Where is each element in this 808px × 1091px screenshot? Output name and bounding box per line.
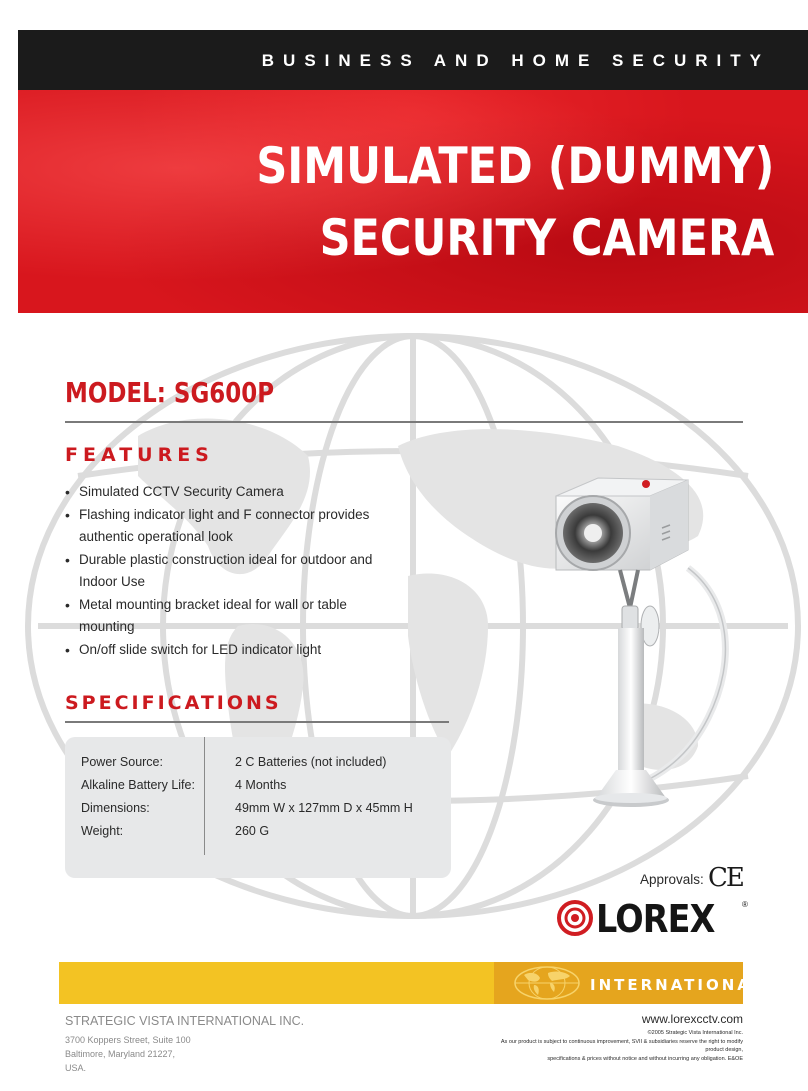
spec-value: 260 G	[235, 823, 270, 838]
legal-notice	[483, 1029, 743, 1063]
spec-label: Dimensions:	[81, 800, 150, 815]
feature-item: • Flashing indicator light and F connector provides authentic operational look	[65, 504, 405, 548]
spec-row	[81, 773, 413, 796]
spec-row	[81, 819, 413, 842]
globe-icon	[512, 965, 582, 1001]
page-title	[256, 130, 774, 274]
feature-item: • On/off slide switch for LED indicator light	[65, 639, 405, 661]
company-name: STRATEGIC VISTA INTERNATIONAL INC.	[65, 1014, 305, 1028]
spec-value: 2 C Batteries (not included)	[235, 754, 387, 769]
company-address	[65, 1033, 191, 1075]
feature-item: • Simulated CCTV Security Camera	[65, 481, 405, 503]
address-line: USA.	[65, 1063, 87, 1073]
spec-label: Alkaline Battery Life:	[81, 777, 195, 792]
address-line: 3700 Koppers Street, Suite 100	[65, 1035, 191, 1045]
specifications-heading: SPECIFICATIONS	[65, 692, 282, 714]
top-band	[18, 30, 808, 90]
legal-line: specifications & prices without notice and without incurring any obligation. E&OE	[547, 1055, 743, 1062]
specifications-divider	[65, 721, 449, 723]
spec-row	[81, 796, 413, 819]
feature-item: • Durable plastic construction ideal for outdoor and Indoor Use	[65, 549, 405, 593]
address-line: Baltimore, Maryland 21227,	[65, 1049, 176, 1059]
specifications-table	[81, 750, 413, 842]
spec-value: 4 Months	[235, 777, 287, 792]
website-link[interactable]: www.lorexcctv.com	[641, 1012, 743, 1026]
title-band	[18, 90, 808, 313]
spec-row	[81, 750, 413, 773]
title-line-1: SIMULATED (DUMMY)	[255, 137, 774, 195]
spec-value: 49mm W x 127mm D x 45mm H	[235, 800, 413, 815]
registered-mark: ®	[742, 900, 748, 909]
spec-label: Weight:	[81, 823, 124, 838]
ce-mark-icon: CE	[708, 863, 743, 893]
model-divider	[65, 421, 743, 423]
spec-label: Power Source:	[81, 754, 163, 769]
approvals-label: Approvals:	[640, 872, 704, 887]
brand-name: LOREX	[596, 897, 715, 941]
title-line-2: SECURITY CAMERA	[319, 209, 774, 267]
tagline: BUSINESS AND HOME SECURITY	[261, 51, 770, 70]
model-number: MODEL: SG600P	[65, 376, 275, 409]
product-sheet	[18, 30, 808, 1091]
features-list	[65, 481, 405, 662]
legal-line: ©2005 Strategic Vista International Inc.	[647, 1030, 743, 1036]
legal-line: As our product is subject to continuous improvement, SVII & subsidiaries reserve the right to modify product design,	[500, 1038, 743, 1053]
camera-product-image	[538, 458, 758, 808]
international-label: INTERNATIONAL	[590, 976, 765, 994]
feature-item: • Metal mounting bracket ideal for wall or table mounting	[65, 594, 405, 638]
features-heading: FEATURES	[65, 444, 214, 466]
